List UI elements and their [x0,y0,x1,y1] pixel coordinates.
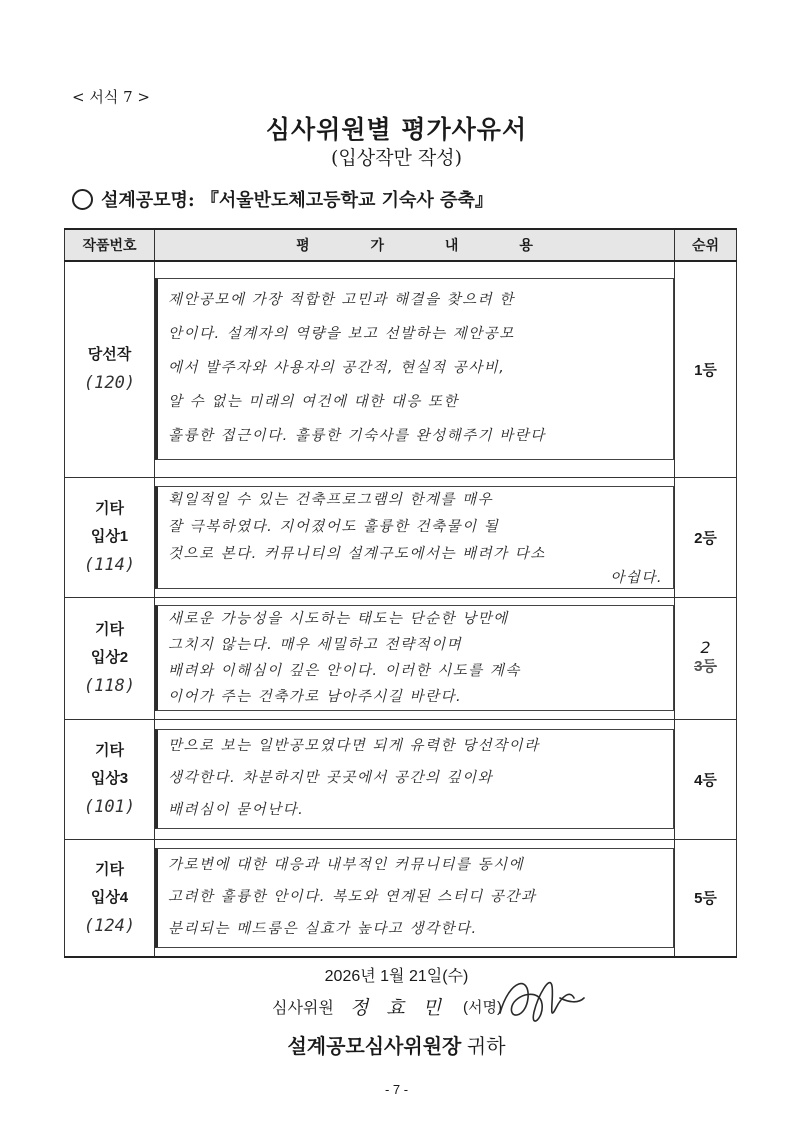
handwritten-line: 이어가 주는 건축가로 남아주시길 바란다. [168,689,463,705]
entry-label: 기타 [95,742,124,759]
form-number: < 서식 7 > [72,88,150,106]
evaluation-content-cell [155,839,675,957]
handwritten-box [155,486,674,589]
handwritten-box [155,605,674,711]
addressee [0,1030,793,1059]
entry-id-cell [65,719,155,839]
entry-label: 기타 [95,860,124,878]
rank-cell: 5등 [675,839,737,957]
handwritten-box [155,729,674,829]
table-row [65,719,737,839]
handwritten-line: 배려와 이해심이 깊은 안이다. 이러한 시도를 계속 [168,663,521,679]
evaluation-content-cell [155,261,675,477]
page-number: - 7 - [384,1082,409,1097]
competition-name [72,186,493,212]
table-row [65,839,737,957]
rank-cell: 4등 [675,719,737,839]
handwritten-line: 새로운 가능성을 시도하는 태도는 단순한 낭만에 [168,611,509,627]
rank-cell: 2등 [675,477,737,597]
handwritten-line: 획일적일 수 있는 건축프로그램의 한계를 매우 [168,491,494,508]
header-evaluation-content: 평 가 내 용 [155,229,675,261]
handwritten-box [155,278,674,460]
rank-cell [675,597,737,719]
circle-bullet-icon [72,189,93,210]
signature-label: (서명) [462,999,502,1016]
table-row [65,597,737,719]
entry-id-cell [65,477,155,597]
handwritten-line: 에서 발주자와 사용자의 공간적, 현실적 공사비, [168,360,506,377]
addressee-title: 설계공모심사위원장 [287,1036,462,1058]
document-title: 심사위원별 평가사유서 [265,115,528,144]
entry-id-cell [65,261,155,477]
rank-cell: 1등 [675,261,737,477]
handwritten-box [155,848,674,948]
handwritten-line: 잘 극복하였다. 지어졌어도 훌륭한 건축물이 될 [168,518,500,535]
handwritten-line: 분리되는 메드룸은 실효가 높다고 생각한다. [168,920,478,937]
entry-number: (118) [83,676,136,696]
document-date: 2026년 1월 21일(수) [324,968,469,985]
handwritten-line: 아쉽다. [610,569,663,586]
table-header-row [65,229,737,261]
handwritten-line: 그치지 않는다. 매우 세밀하고 전략적이며 [168,637,463,653]
signer-line [272,993,502,1020]
rank-handwritten: 2 [700,637,711,657]
entry-id-cell [65,597,155,719]
entry-number: (120) [83,373,136,394]
entry-label-sub: 입상1 [90,528,129,545]
entry-label: 당선작 [87,346,132,364]
handwritten-line: 알 수 없는 미래의 여건에 대한 대응 또한 [168,394,459,411]
table-row [65,477,737,597]
handwritten-line: 고려한 훌륭한 안이다. 복도와 연계된 스터디 공간과 [168,888,537,905]
table-row [65,261,737,477]
evaluation-content-cell [155,597,675,719]
entry-id-cell [65,839,155,957]
entry-label-sub: 입상2 [90,649,129,666]
handwritten-line: 배려심이 묻어난다. [168,802,305,818]
handwritten-line: 가로변에 대한 대응과 내부적인 커뮤니티를 동시에 [168,856,525,873]
header-entry-number: 작품번호 [65,229,155,261]
entry-label: 기타 [95,621,124,638]
entry-label: 기타 [95,500,124,517]
entry-label-sub: 입상3 [90,770,129,787]
entry-number: (124) [83,915,136,936]
handwritten-line: 훌륭한 접근이다. 훌륭한 기숙사를 완성해주기 바란다 [168,428,546,445]
handwritten-signature-icon [490,968,590,1038]
signer-role: 심사위원 [272,1000,334,1017]
handwritten-line: 것으로 본다. 커뮤니티의 설계구도에서는 배려가 다소 [168,545,546,562]
handwritten-line: 제안공모에 가장 적합한 고민과 해결을 찾으려 한 [168,292,515,309]
handwritten-line: 만으로 보는 일반공모였다면 되게 유력한 당선작이라 [168,738,540,754]
signer-name: 정 효 민 [349,997,447,1019]
evaluation-content-cell [155,477,675,597]
document-subtitle: (입상작만 작성) [331,147,462,169]
competition-label: 설계공모명: 『서울반도체고등학교 기숙사 증축』 [101,190,493,211]
rank-struck: 3등 [694,657,717,675]
entry-number: (101) [83,797,136,817]
evaluation-content-cell [155,719,675,839]
entry-label-sub: 입상4 [90,888,129,906]
handwritten-line: 생각한다. 차분하지만 곳곳에서 공간의 깊이와 [168,770,494,786]
addressee-suffix: 귀하 [461,1036,506,1058]
header-rank: 순위 [675,229,737,261]
evaluation-table [64,228,737,958]
entry-number: (114) [83,555,136,575]
handwritten-line: 안이다. 설계자의 역량을 보고 선발하는 제안공모 [168,326,515,343]
